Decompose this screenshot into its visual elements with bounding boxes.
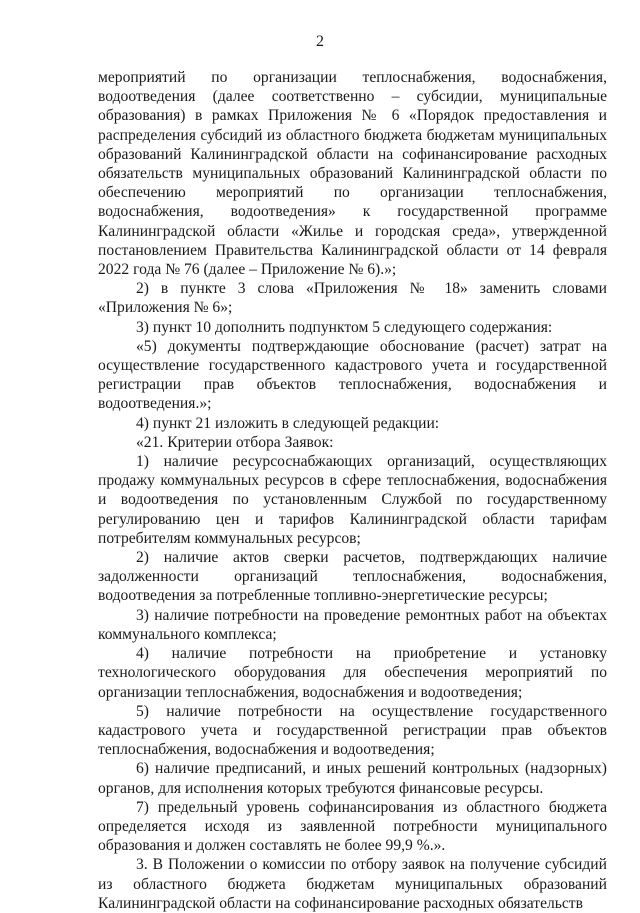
paragraph-criteria-heading: «21. Критерии отбора Заявок: [136,433,334,451]
criteria-item-3: 3) наличие потребности на проведение ремонтных работ на объектах коммунального комплекса; [98,606,607,643]
paragraph-item-4: 4) пункт 21 изложить в следующей редакции: [136,414,440,432]
criteria-item-7: 7) предельный уровень софинансирования из областного бюджета определяется исходя из заявленной потребности муниципального образования и должен составлять не более 99,9 %.». [98,798,607,855]
criteria-item-5: 5) наличие потребности на осуществление государственного кадастрового учета и государственной регистрации прав объектов теплоснабжения, водоснабжения и водоотведения; [98,702,607,759]
page-number: 2 [316,33,324,50]
paragraph-continuation: мероприятий по организации теплоснабжения, водоснабжения, водоотведения (далее соответственно – субсидии, муниципальные образования) в рамках Приложения № 6 «Порядок предоставления и распределения субсидий из областного бюджета бюджетам муниципальных образований Калининградской области на софинансирование расходных обязательств муниципальных образований Калининградской области по обеспечению мероприятий по организации теплоснабжения, водоснабжения, водоотведения» к государственной программе Калининградской области «Жилье и городская среда», утвержденной постановлением Правительства Калининградской области от 14 февраля 2022 года № 76 (далее – Приложение № 6).»; [98,69,607,279]
criteria-item-2: 2) наличие актов сверки расчетов, подтверждающих наличие задолженности организаций теплоснабжения, водоснабжения, водоотведения за потребленные топливно-энергетические ресурсы; [98,549,607,605]
criteria-item-6: 6) наличие предписаний, и иных решений контрольных (надзорных) органов, для исполнения которых требуются финансовые ресурсы. [98,760,607,797]
criteria-item-1: 1) наличие ресурсоснабжающих организаций, осуществляющих продажу коммунальных ресурсов в сфере теплоснабжения, водоснабжения и водоотведения по установленным Службой по государственному регулированию цен и тарифов Калининградской области тарифам потребителям коммунальных ресурсов; [98,453,607,547]
criteria-item-4: 4) наличие потребности на приобретение и установку технологического оборудования для обеспечения мероприятий по организации теплоснабжения, водоснабжения и водоотведения; [98,645,607,701]
document-body [98,68,607,913]
paragraph-item-2: 2) в пункте 3 слова «Приложения № 18» заменить словами «Приложения № 6»; [98,280,607,317]
paragraph-item-3: 3) пункт 10 дополнить подпунктом 5 следующего содержания: [136,318,553,336]
paragraph-quote-subpoint-5: «5) документы подтверждающие обоснование (расчет) затрат на осуществление государственного кадастрового учета и государственной регистрации прав объектов теплоснабжения, водоснабжения и водоотведения.»; [98,337,607,413]
paragraph-section-3: 3. В Положении о комиссии по отбору заявок на получение субсидий из областного бюджета бюджетам муниципальных образований Калининградской области на софинансирование расходных обязательств [98,856,607,912]
